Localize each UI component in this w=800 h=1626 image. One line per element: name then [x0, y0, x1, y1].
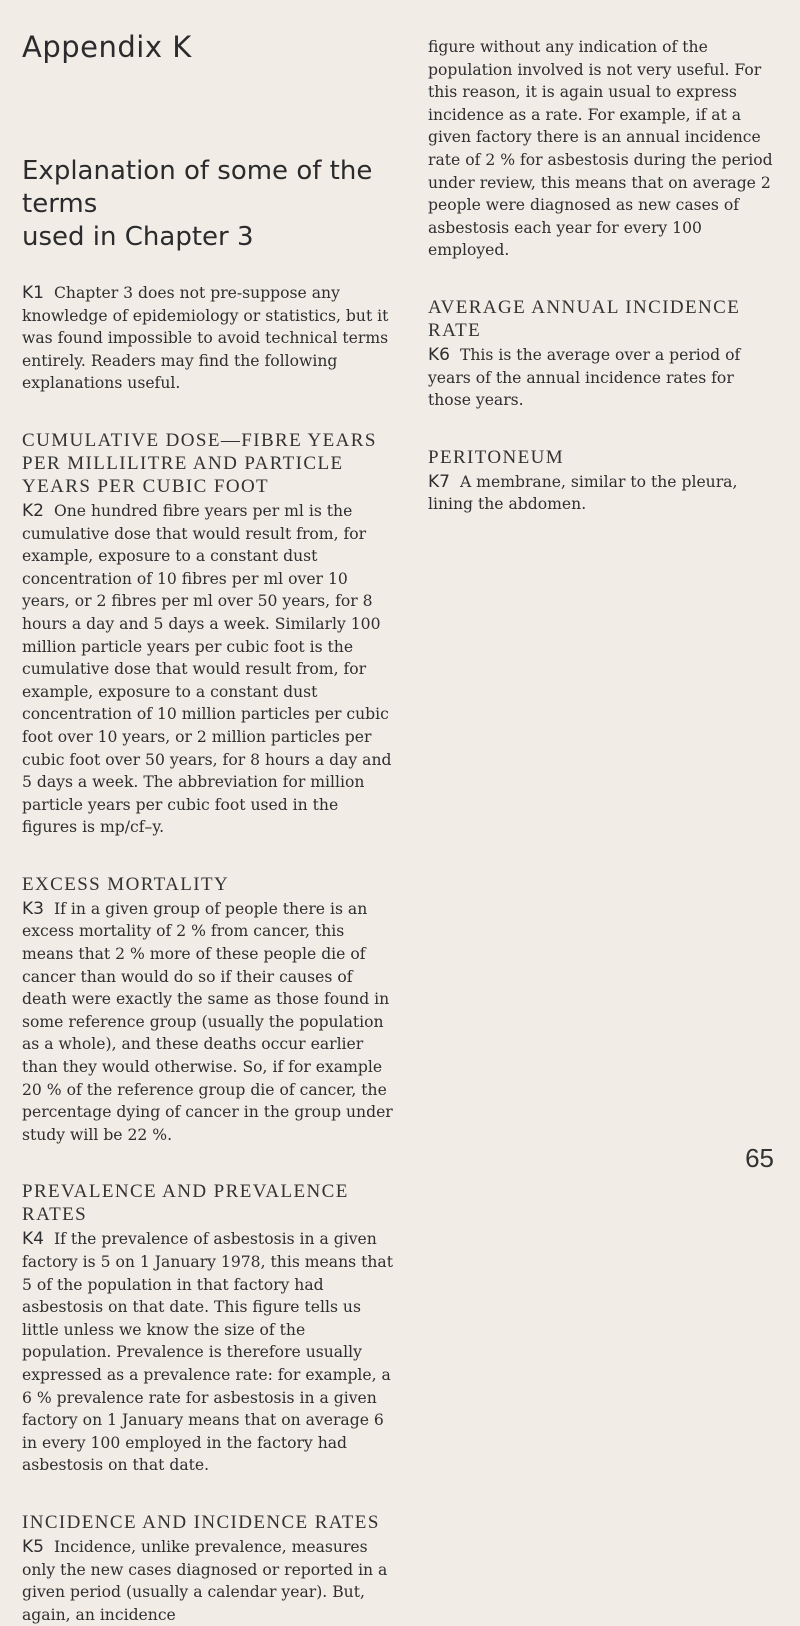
section-heading: CUMULATIVE DOSE—FIBRE YEARS PER MILLILITRE AND PARTICLE YEARS PER CUBIC FOOT: [22, 429, 377, 497]
section-paragraph: [22, 1536, 394, 1626]
document-title-line-1: Explanation of some of the terms: [22, 156, 373, 219]
paragraph-text: If the prevalence of asbestosis in a given factory is 5 on 1 January 1978, this means that 5 of the population in that factory had asbestosis on that date. This figure tells us little unless we know the size of the population. Prevalence is therefore usually expressed as a prevalence rate: for example, a 6 % prevalence rate for asbestosis in a given factory on 1 January means that on average 6 in every 100 employed in the factory had asbestosis on that date.: [22, 1230, 393, 1475]
section-paragraph: [22, 500, 394, 839]
section-heading: INCIDENCE AND INCIDENCE RATES: [22, 1511, 380, 1533]
continuation-paragraph: figure without any indication of the population involved is not very useful. For this reason, it is again usual to express incidence as a rate. For example, if at a given factory there is an annual incidence rate of 2 % for asbestosis during the period under review, this means that on average 2 people were diagnosed as new cases of asbestosis each year for every 100 employed.: [428, 38, 773, 260]
document-title-line-2: used in Chapter 3: [22, 222, 254, 252]
section-paragraph: [22, 898, 394, 1147]
left-column: [22, 30, 394, 1626]
paragraph-number: K4: [22, 1229, 44, 1250]
paragraph-text: A membrane, similar to the pleura, lining the abdomen.: [428, 472, 738, 514]
paragraph-text: Incidence, unlike prevalence, measures only the new cases diagnosed or reported in a given period (usually a calendar year). But, again, an incidence: [22, 1537, 388, 1624]
intro-paragraph: [22, 282, 394, 395]
section-heading: EXCESS MORTALITY: [22, 873, 230, 895]
section-incidence: [22, 1511, 394, 1626]
right-column: [428, 36, 780, 516]
section-peritoneum: [428, 446, 780, 516]
section-paragraph: [22, 1228, 394, 1477]
paragraph-text: If in a given group of people there is an excess mortality of 2 % from cancer, this means that 2 % more of these people die of cancer than would do so if their causes of death were exactly the same as those found in some reference group (usually the population as a whole), and these deaths occur earlier than they would otherwise. So, if for example 20 % of the reference group die of cancer, the percentage dying of cancer in the group under study will be 22 %.: [22, 899, 393, 1144]
document-title: [22, 155, 394, 254]
section-cumulative-dose: [22, 429, 394, 839]
paragraph-text: One hundred fibre years per ml is the cumulative dose that would result from, for example, exposure to a constant dust concentration of 10 fibres per ml over 10 years, or 2 fibres per ml over 50 years, for 8 hours a day and 5 days a week. Similarly 100 million particle years per cubic foot is the cumulative dose that would result from, for example, exposure to a constant dust concentration of 10 million particles per cubic foot over 10 years, or 2 million particles per cubic foot over 50 years, for 8 hours a day and 5 days a week. The abbreviation for million particle years per cubic foot used in the figures is mp/cf–y.: [22, 501, 392, 837]
section-heading: PREVALENCE AND PREVALENCE RATES: [22, 1181, 349, 1226]
section-prevalence: [22, 1180, 394, 1477]
section-paragraph: [428, 344, 780, 412]
page-number: 65: [745, 1143, 774, 1173]
section-heading: PERITONEUM: [428, 446, 565, 468]
appendix-title: Appendix K: [22, 30, 192, 64]
section-heading: AVERAGE ANNUAL INCIDENCE RATE: [428, 296, 741, 341]
paragraph-number: K1: [22, 283, 44, 303]
section-paragraph: [428, 471, 780, 516]
paragraph-text: Chapter 3 does not pre-suppose any knowledge of epidemiology or statistics, but it was found impossible to avoid technical terms entirely. Readers may find the following explanations useful.: [22, 284, 389, 393]
paragraph-number: K5: [22, 1536, 44, 1557]
paragraph-number: K3: [22, 898, 44, 919]
paragraph-number: K2: [22, 500, 44, 521]
paragraph-text: This is the average over a period of years of the annual incidence rates for those years.: [428, 345, 741, 410]
section-excess-mortality: [22, 873, 394, 1147]
section-average-annual-incidence: [428, 296, 780, 412]
paragraph-number: K6: [428, 344, 450, 365]
paragraph-number: K7: [428, 471, 450, 492]
